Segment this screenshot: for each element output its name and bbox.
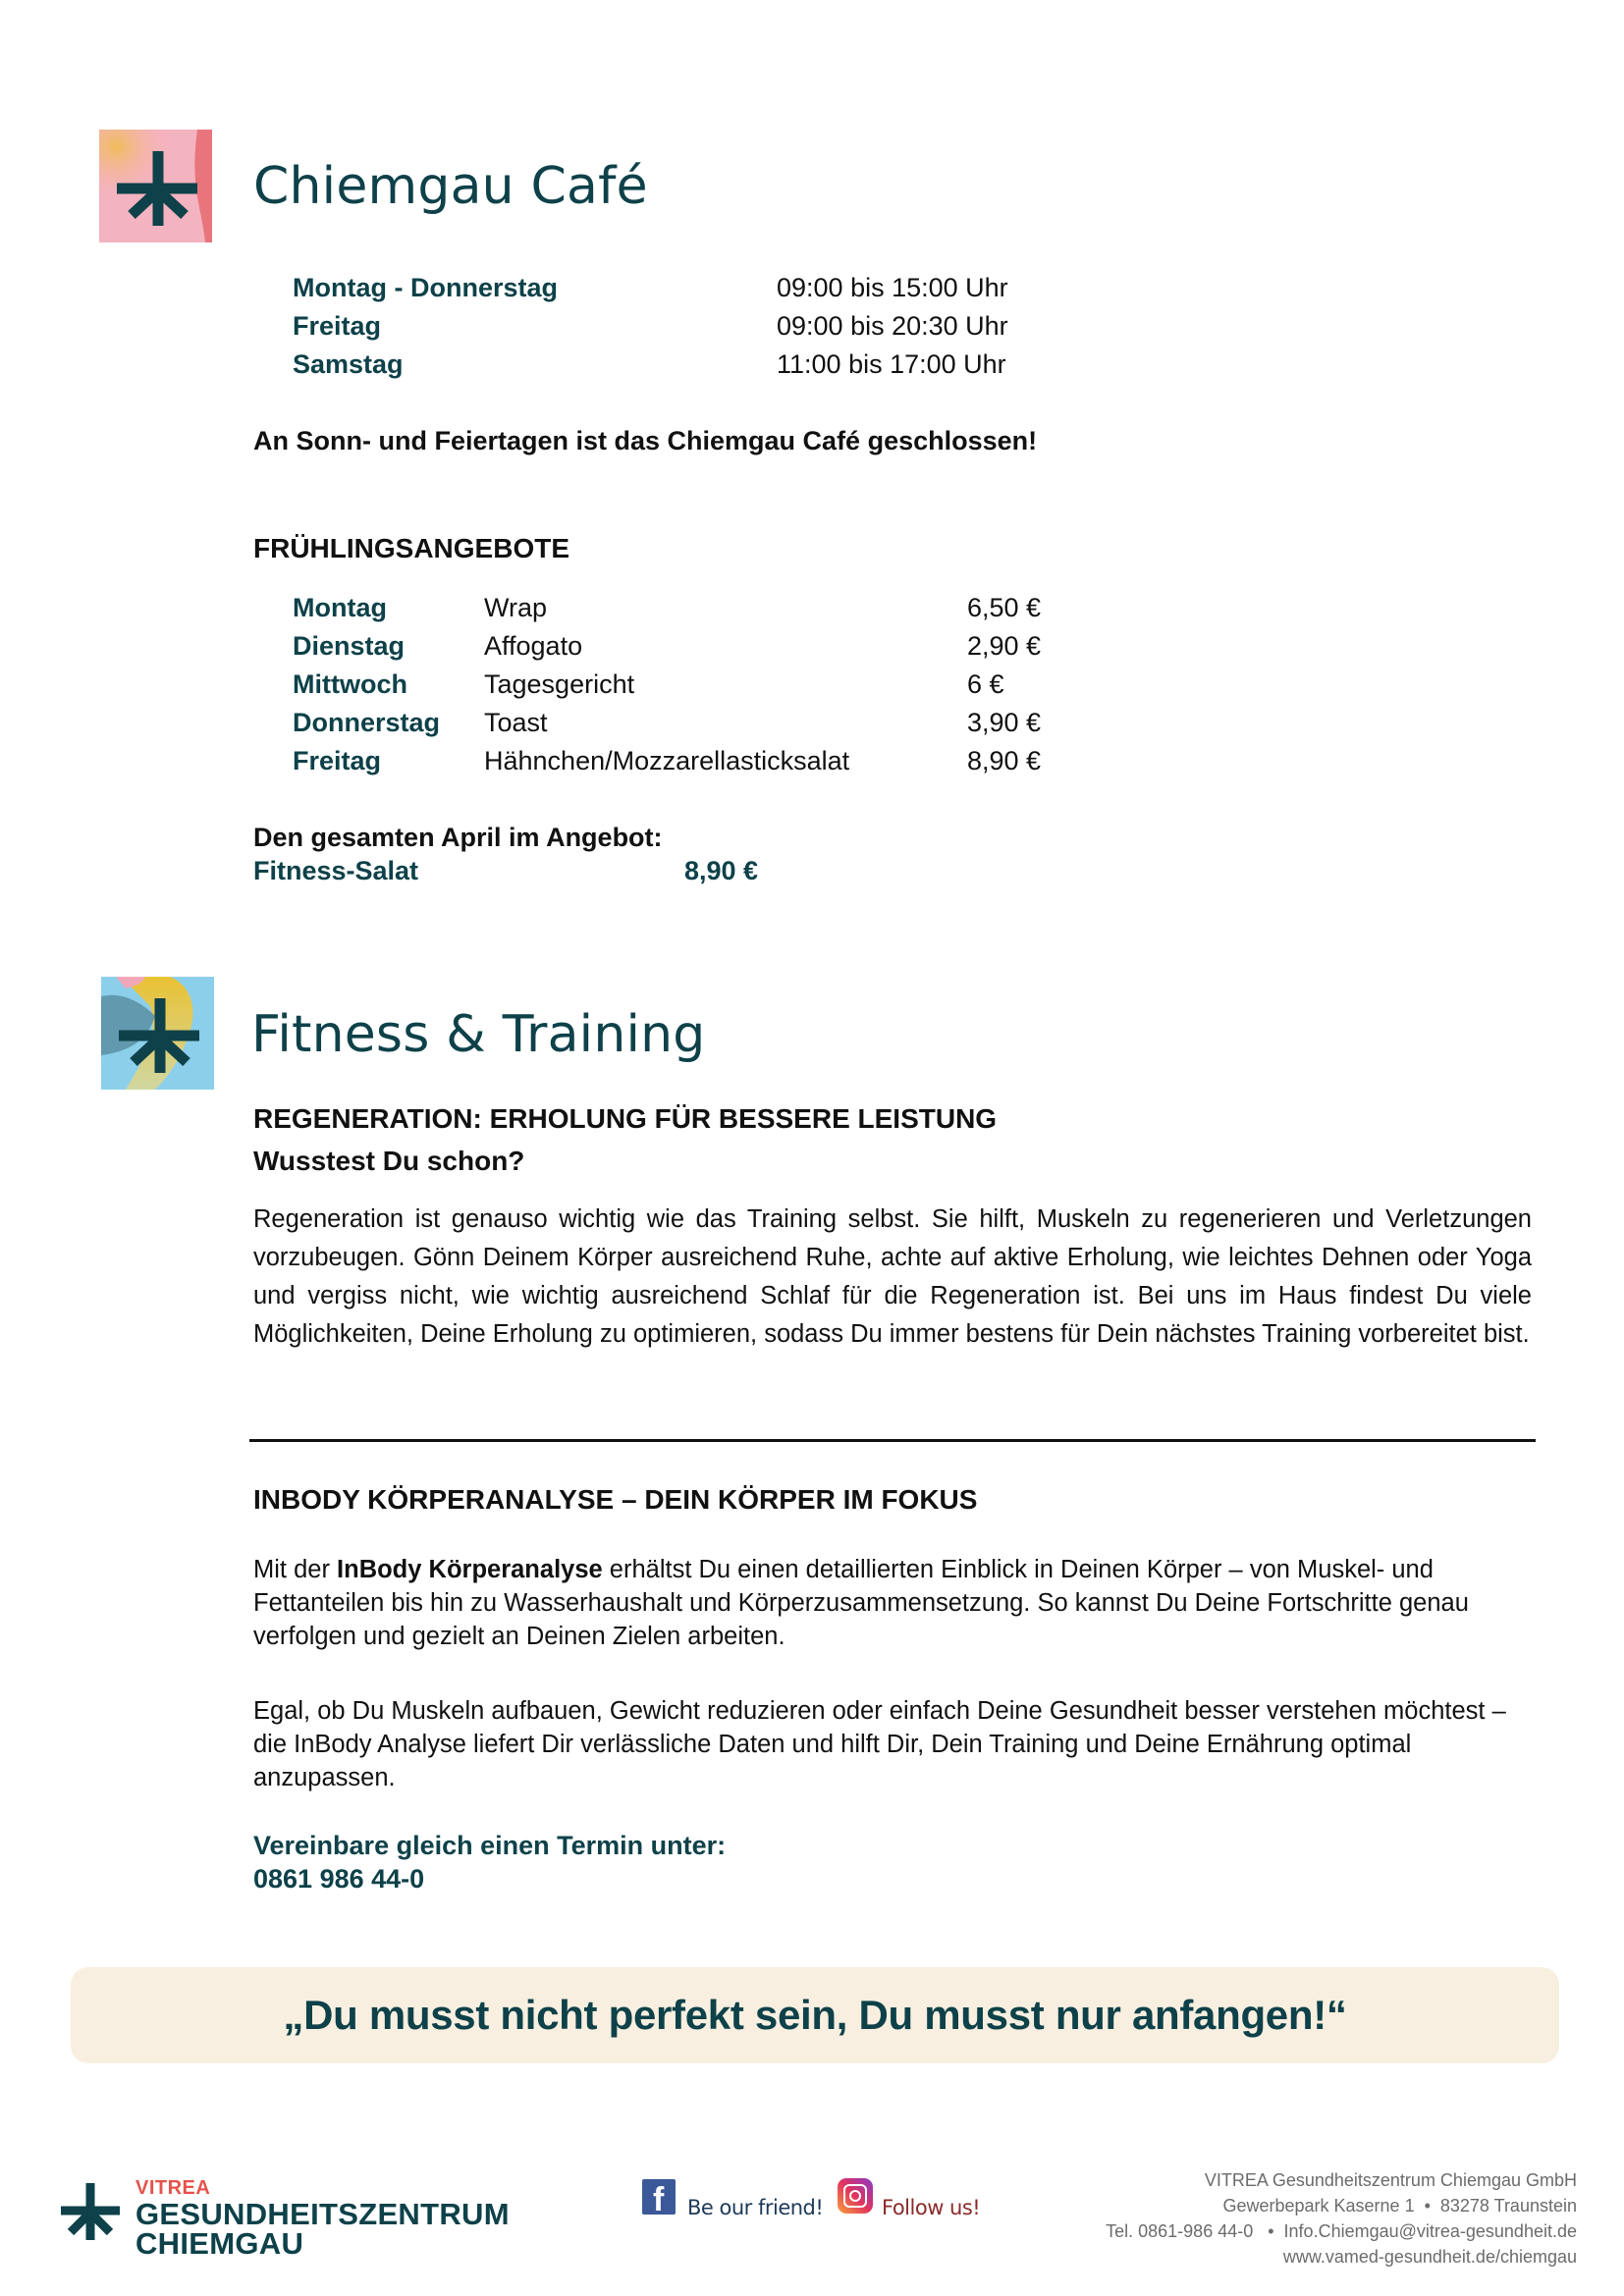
offer-item: Toast	[484, 708, 548, 737]
facebook-text[interactable]: Be our friend!	[687, 2196, 824, 2219]
offer-item: Affogato	[484, 631, 583, 661]
instagram-text[interactable]: Follow us!	[882, 2196, 981, 2219]
offer-price: 6,50 €	[967, 593, 1042, 622]
offer-item: Tagesgericht	[484, 669, 635, 699]
facebook-icon[interactable]: f	[642, 2179, 676, 2215]
logo-line2: GESUNDHEITSZENTRUM	[135, 2197, 510, 2231]
hours-time: 11:00 bis 17:00 Uhr	[777, 349, 1006, 379]
april-offer-label: Den gesamten April im Angebot:	[253, 823, 663, 852]
offer-day: Dienstag	[293, 631, 406, 661]
offer-price: 2,90 €	[967, 631, 1042, 661]
footer-contact[interactable]: Tel. 0861-986 44-0 • Info.Chiemgau@vitrea-gesundheit.de	[1106, 2221, 1577, 2241]
offer-price: 8,90 €	[967, 746, 1042, 775]
footer-website[interactable]: www.vamed-gesundheit.de/chiemgau	[1282, 2247, 1577, 2267]
hours-day: Samstag	[293, 349, 404, 379]
offer-price: 3,90 €	[967, 708, 1042, 737]
cta-phone[interactable]: 0861 986 44-0	[253, 1864, 425, 1894]
cafe-section-icon	[99, 130, 212, 242]
april-offer-price: 8,90 €	[684, 856, 759, 885]
inbody-p1-prefix: Mit der	[253, 1556, 338, 1583]
offer-day: Montag	[293, 593, 387, 622]
footer-address: Gewerbepark Kaserne 1 • 83278 Traunstein	[1222, 2196, 1577, 2216]
fitness-section-icon	[101, 977, 214, 1090]
offer-day: Mittwoch	[293, 669, 407, 699]
hours-day: Montag - Donnerstag	[293, 273, 558, 302]
regeneration-body: Regeneration ist genauso wichtig wie das Training selbst. Sie hilft, Muskeln zu regenerieren und Verletzungen vorzubeugen. Gönn Deinem Körper ausreichend Ruhe, achte auf aktive Erholung, wie leichtes Dehnen oder Yoga und vergiss nicht, wie wichtig ausreichend Schlaf für die Regeneration ist. Bei uns im Haus findest Du viele Möglichkeiten, Deine Erholung zu optimieren, sodass Du immer bestens für Dein nächstes Training vorbereitet bist.	[253, 1205, 1532, 1348]
offer-day: Freitag	[293, 746, 382, 775]
inbody-heading: INBODY KÖRPERANALYSE – DEIN KÖRPER IM FOKUS	[253, 1484, 978, 1515]
offer-item: Wrap	[484, 593, 548, 622]
hours-day: Freitag	[293, 311, 382, 341]
regeneration-heading: REGENERATION: ERHOLUNG FÜR BESSERE LEISTUNG	[253, 1103, 998, 1134]
april-offer-item: Fitness-Salat	[253, 856, 419, 885]
vitrea-asterisk-icon	[61, 2181, 120, 2242]
quote-banner	[71, 1967, 1559, 2063]
offers-heading: FRÜHLINGSANGEBOTE	[253, 533, 569, 563]
vitrea-asterisk-icon	[99, 130, 212, 242]
inbody-paragraph-2: Egal, ob Du Muskeln aufbauen, Gewicht reduzieren oder einfach Deine Gesundheit besser verstehen möchtest – die InBody Analyse liefert Dir verlässliche Daten und hilft Dir, Dein Training und Deine Ernährung optimal anzupassen.	[253, 1697, 1506, 1791]
logo-vitrea: VITREA	[135, 2177, 211, 2199]
logo-line3: CHIEMGAU	[135, 2226, 304, 2261]
regeneration-subheading: Wusstest Du schon?	[253, 1146, 525, 1176]
closed-notice: An Sonn- und Feiertagen ist das Chiemgau Café geschlossen!	[253, 426, 1038, 455]
vitrea-asterisk-icon	[101, 977, 214, 1090]
hours-time: 09:00 bis 15:00 Uhr	[777, 273, 1008, 302]
offer-day: Donnerstag	[293, 708, 441, 737]
inbody-paragraph-1	[253, 1553, 1532, 1653]
footer-address-block	[1106, 2167, 1577, 2269]
quote-text: „Du musst nicht perfekt sein, Du musst nur anfangen!“	[283, 1992, 1347, 2038]
cafe-title: Chiemgau Café	[253, 157, 648, 216]
cta-label: Vereinbare gleich einen Termin unter:	[253, 1831, 727, 1860]
footer-company: VITREA Gesundheitszentrum Chiemgau GmbH	[1204, 2170, 1577, 2190]
section-divider	[249, 1439, 1536, 1442]
offer-price: 6 €	[967, 669, 1004, 699]
instagram-icon[interactable]	[838, 2178, 873, 2214]
offer-item: Hähnchen/Mozzarellasticksalat	[484, 746, 850, 775]
hours-time: 09:00 bis 20:30 Uhr	[777, 311, 1008, 341]
inbody-p1-bold: InBody Körperanalyse	[337, 1556, 603, 1583]
fitness-title: Fitness & Training	[251, 1005, 706, 1064]
inbody-p1-rest: erhältst Du einen detaillierten Einblick in Deinen Körper – von Muskel- und Fettanteilen bis hin zu Wasserhaushalt und Körperzusammensetzung. So kannst Du Deine Fortschritte genau verfolgen und gezielt an Deinen Zielen arbeiten.	[253, 1556, 1469, 1650]
